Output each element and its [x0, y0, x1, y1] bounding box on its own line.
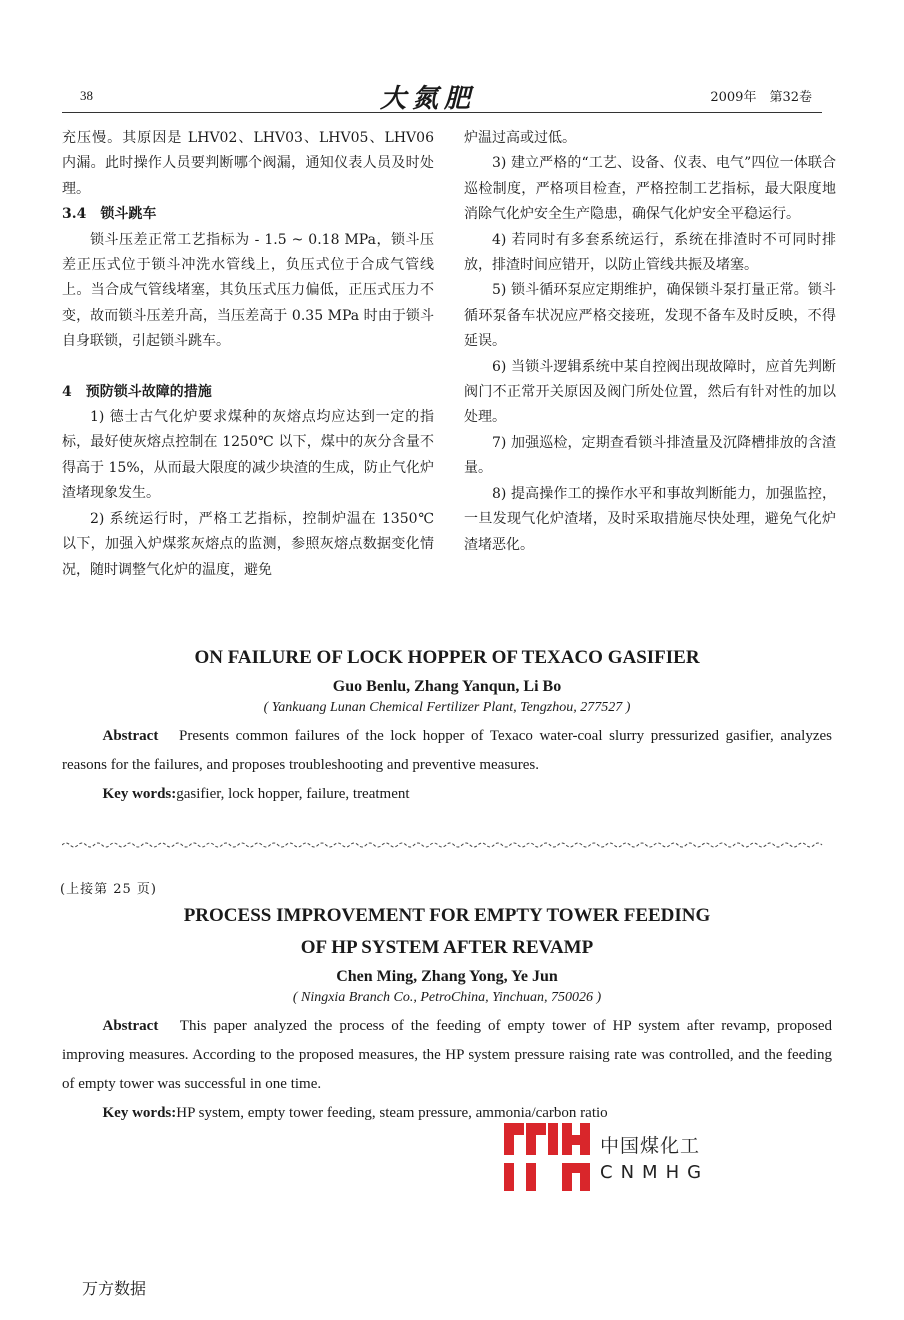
abstract [62, 722, 832, 780]
english-abstract-1 [62, 642, 832, 809]
list-item: 1) 德士古气化炉要求煤种的灰熔点均应达到一定的指标，最好使灰熔点控制在 1250℃ 以下，煤中的灰分含量不得高于 15%，从而最大限度的减少块渣的生成，防止气化炉渣堵现象发生。 [62, 409, 434, 502]
paragraph: 锁斗压差正常工艺指标为 - 1.5 ~ 0.18 MPa，锁斗压差正压式位于锁斗冲洗水管线上，负压式位于合成气管线上。当合成气管线堵塞，其负压式压力偏低，正压式压力不变，故而锁斗压差升高，当压差高于 0.35 MPa 时由于锁斗自身联锁，引起锁斗跳车。 [62, 231, 434, 350]
keywords-text: HP system, empty tower feeding, steam pressure, ammonia/carbon ratio [176, 1105, 608, 1121]
english-abstract-2 [62, 900, 832, 1128]
article-title: PROCESS IMPROVEMENT FOR EMPTY TOWER FEEDING [183, 905, 711, 926]
paragraph: 充压慢。其原因是 LHV02、LHV03、LHV05、LHV06 内漏。此时操作人员要判断哪个阀漏，通知仪表人员及时处理。 [62, 130, 434, 197]
list-item: 8) 提高操作工的操作水平和事故判断能力，加强监控，一旦发现气化炉渣堵，及时采取措施尽快处理，避免气化炉渣堵恶化。 [464, 485, 836, 553]
journal-title: 大氮肥 [380, 84, 477, 114]
article-title: OF HP SYSTEM AFTER REVAMP [300, 937, 594, 958]
list-item: 4) 若同时有多套系统运行，系统在排渣时不可同时排放，排渣时间应错开，以防止管线共振及堵塞。 [464, 231, 836, 274]
list-item: 7) 加强巡检，定期查看锁斗排渣量及沉降槽排放的含渣量。 [464, 434, 836, 477]
watermark-cn-text: 中国煤化工 [600, 1135, 701, 1157]
abstract-label: Abstract [102, 728, 159, 744]
abstract-text: This paper analyzed the process of the feeding of empty tower of HP system after revamp, proposed improving measures. According to the proposed measures, the HP system pressure raising rate was controlled, and the feeding of empty tower was successful in one time. [62, 1018, 832, 1092]
affiliation: ( Ningxia Branch Co., PetroChina, Yinchuan, 750026 ) [292, 990, 602, 1005]
list-item: 2) 系统运行时，严格工艺指标，控制炉温在 1350℃ 以下，加强入炉煤浆灰熔点的监测，参照灰熔点数据变化情况，随时调整气化炉的温度，避免 [62, 510, 434, 578]
issue-info: 2009年 第32卷 [710, 90, 812, 105]
keywords [62, 780, 832, 809]
left-column [62, 126, 434, 583]
authors: Chen Ming, Zhang Yong, Ye Jun [336, 968, 558, 985]
wavy-divider [62, 840, 824, 850]
article-title: ON FAILURE OF LOCK HOPPER OF TEXACO GASIFIER [194, 647, 700, 668]
right-column [464, 126, 836, 558]
keywords-label: Key words: [102, 1105, 177, 1121]
affiliation: ( Yankuang Lunan Chemical Fertilizer Plant, Tengzhou, 277527 ) [263, 700, 631, 715]
page-number: 38 [80, 88, 93, 103]
footer-source: 万方数据 [82, 1279, 147, 1298]
section-heading: 3.4 锁斗跳车 [62, 206, 157, 223]
header-rule [62, 112, 822, 113]
page-header [62, 78, 822, 114]
continued-from: (上接第 25 页) [60, 882, 157, 897]
watermark-logo [500, 1117, 730, 1197]
abstract-text: Presents common failures of the lock hopper of Texaco water-coal slurry pressurized gasifier, analyzes reasons for the failures, and proposes troubleshooting and preventive measures. [62, 728, 832, 773]
paragraph: 炉温过高或过低。 [464, 130, 576, 146]
watermark-en-text: CNMHG [600, 1162, 710, 1183]
list-item: 5) 锁斗循环泵应定期维护，确保锁斗泵打量正常。锁斗循环泵备车状况应严格交接班，发现不备车及时反映，不得延误。 [464, 282, 836, 350]
list-item: 3) 建立严格的“工艺、设备、仪表、电气”四位一体联合巡检制度，严格项目检查，严格控制工艺指标，最大限度地消除气化炉安全生产隐患，确保气化炉安全平稳运行。 [464, 155, 836, 223]
authors: Guo Benlu, Zhang Yanqun, Li Bo [332, 678, 562, 695]
keywords-text: gasifier, lock hopper, failure, treatment [176, 786, 410, 802]
list-item: 6) 当锁斗逻辑系统中某自控阀出现故障时，应首先判断阀门不正常开关原因及阀门所处位置，然后有针对性的加以处理。 [464, 358, 836, 426]
keywords-label: Key words: [102, 786, 177, 802]
abstract [62, 1012, 832, 1099]
abstract-label: Abstract [102, 1018, 159, 1034]
logo-mark-icon [500, 1121, 592, 1193]
section-heading: 4 预防锁斗故障的措施 [62, 383, 212, 400]
